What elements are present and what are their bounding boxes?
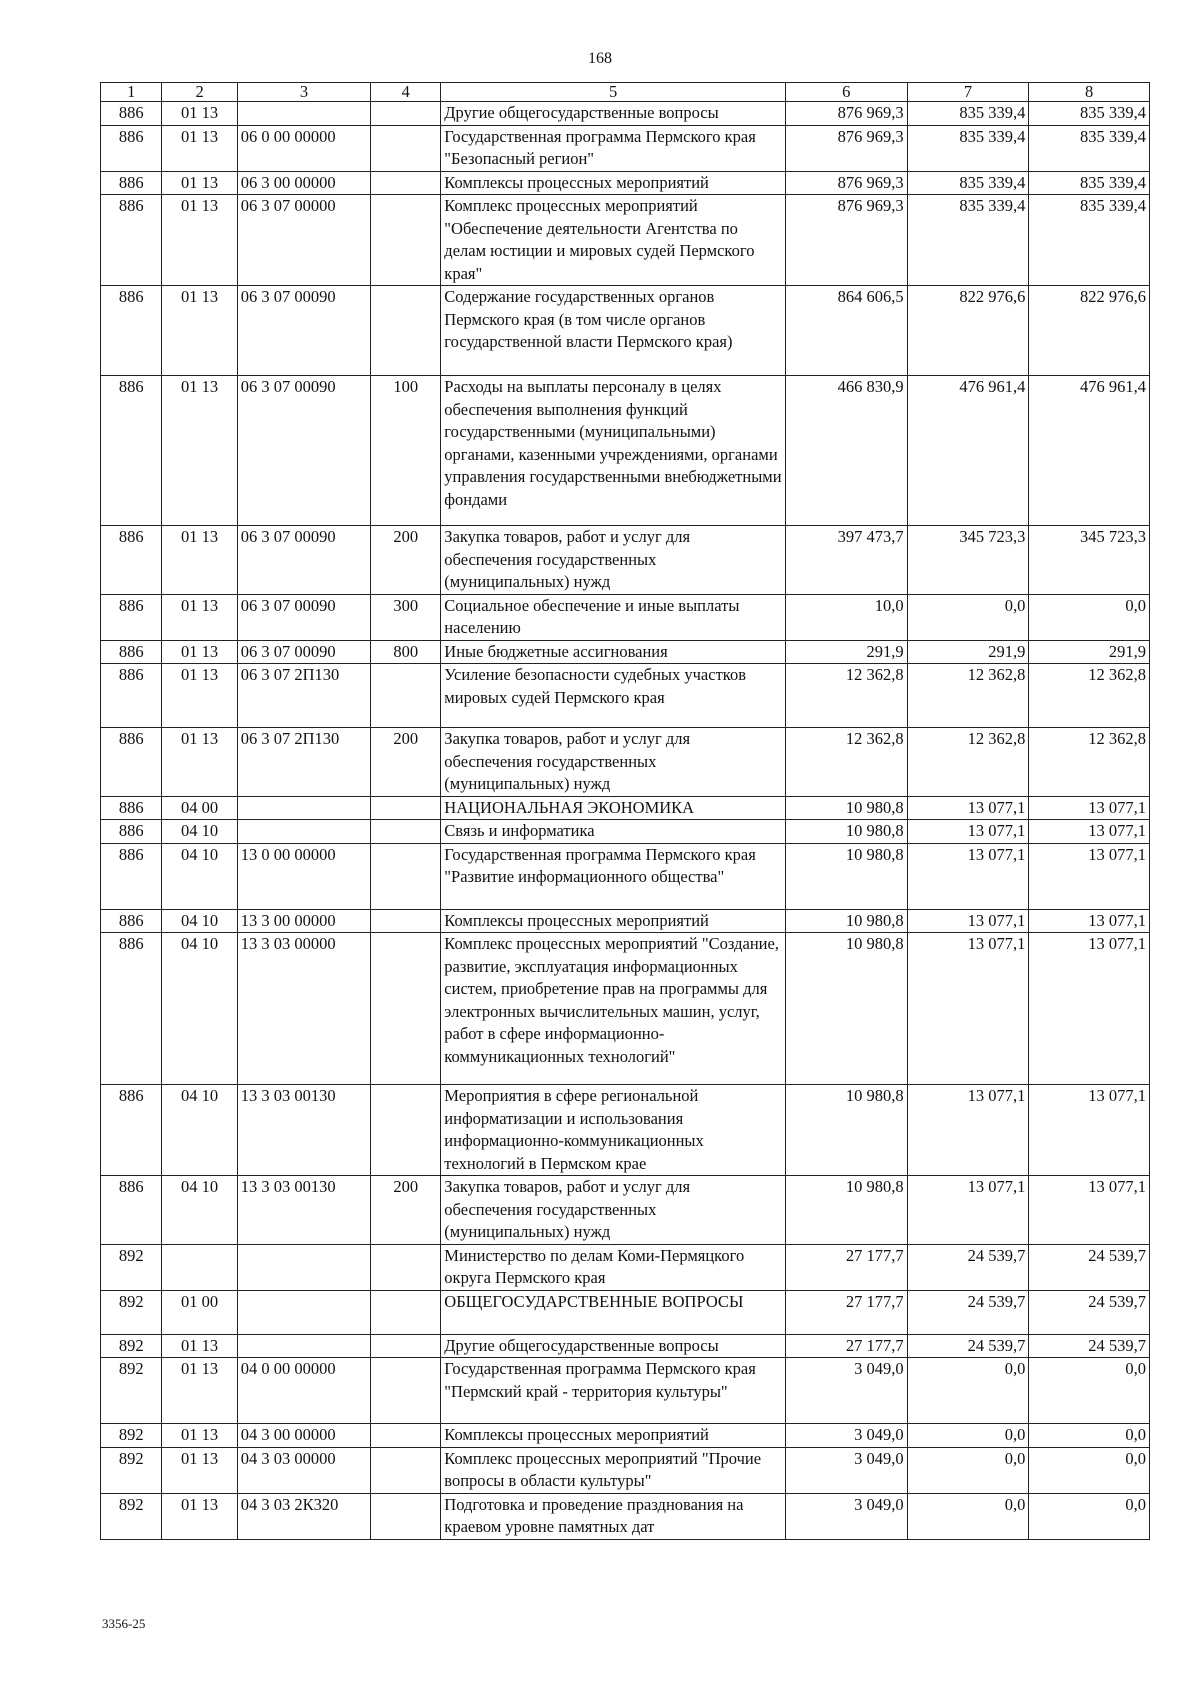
expense-type-cell: 800	[371, 640, 441, 664]
section-code-cell: 01 13	[162, 526, 237, 595]
table-row	[101, 1176, 1150, 1245]
section-code-cell: 01 13	[162, 640, 237, 664]
amount-col7-cell: 0,0	[907, 1424, 1029, 1448]
amount-col6-cell: 27 177,7	[785, 1334, 907, 1358]
target-article-cell: 13 3 00 00000	[237, 909, 371, 933]
table-row	[101, 125, 1150, 171]
section-code-cell: 01 13	[162, 1493, 237, 1539]
target-article-cell: 04 0 00 00000	[237, 1358, 371, 1424]
amount-col8-cell: 835 339,4	[1029, 125, 1150, 171]
description-cell: Другие общегосударственные вопросы	[441, 1334, 786, 1358]
amount-col8-cell: 0,0	[1029, 1424, 1150, 1448]
admin-code-cell: 886	[101, 820, 162, 844]
target-article-cell: 13 3 03 00000	[237, 933, 371, 1085]
expense-type-cell	[371, 796, 441, 820]
amount-col7-cell: 13 077,1	[907, 933, 1029, 1085]
amount-col7-cell: 822 976,6	[907, 286, 1029, 376]
amount-col8-cell: 0,0	[1029, 1447, 1150, 1493]
amount-col6-cell: 10 980,8	[785, 909, 907, 933]
amount-col8-cell: 822 976,6	[1029, 286, 1150, 376]
description-cell: Комплексы процессных мероприятий	[441, 909, 786, 933]
amount-col6-cell: 876 969,3	[785, 195, 907, 286]
section-code-cell: 04 00	[162, 796, 237, 820]
target-article-cell: 06 3 07 00090	[237, 640, 371, 664]
page-number: 168	[588, 50, 612, 67]
description-cell: Расходы на выплаты персоналу в целях обеспечения выполнения функций государственными (муниципальными) органами, казенными учреждениями, органами управления государственными внебюджетными фондами	[441, 376, 786, 526]
amount-col8-cell: 13 077,1	[1029, 1085, 1150, 1176]
target-article-cell: 06 3 07 2П130	[237, 728, 371, 797]
description-cell: Государственная программа Пермского края "Пермский край - территория культуры"	[441, 1358, 786, 1424]
table-row	[101, 796, 1150, 820]
target-article-cell: 04 3 00 00000	[237, 1424, 371, 1448]
table-row	[101, 1447, 1150, 1493]
amount-col7-cell: 835 339,4	[907, 171, 1029, 195]
table-row	[101, 526, 1150, 595]
table-row	[101, 1085, 1150, 1176]
amount-col6-cell: 27 177,7	[785, 1244, 907, 1290]
expense-type-cell	[371, 820, 441, 844]
amount-col8-cell: 835 339,4	[1029, 171, 1150, 195]
expense-type-cell	[371, 664, 441, 728]
description-cell: Социальное обеспечение и иные выплаты населению	[441, 594, 786, 640]
expense-type-cell: 300	[371, 594, 441, 640]
table-row	[101, 1358, 1150, 1424]
expense-type-cell	[371, 1358, 441, 1424]
section-code-cell: 04 10	[162, 843, 237, 909]
expense-type-cell	[371, 171, 441, 195]
admin-code-cell: 886	[101, 125, 162, 171]
description-cell: ОБЩЕГОСУДАРСТВЕННЫЕ ВОПРОСЫ	[441, 1290, 786, 1334]
description-cell: Министерство по делам Коми-Пермяцкого округа Пермского края	[441, 1244, 786, 1290]
section-code-cell: 01 13	[162, 376, 237, 526]
amount-col8-cell: 12 362,8	[1029, 664, 1150, 728]
table-row	[101, 1493, 1150, 1539]
amount-col8-cell: 835 339,4	[1029, 102, 1150, 126]
table-row	[101, 843, 1150, 909]
expense-type-cell	[371, 1334, 441, 1358]
description-cell: Закупка товаров, работ и услуг для обеспечения государственных (муниципальных) нужд	[441, 728, 786, 797]
column-header: 2	[162, 83, 237, 102]
target-article-cell: 06 3 07 00090	[237, 376, 371, 526]
amount-col8-cell: 13 077,1	[1029, 820, 1150, 844]
table-row	[101, 195, 1150, 286]
amount-col8-cell: 12 362,8	[1029, 728, 1150, 797]
amount-col7-cell: 835 339,4	[907, 102, 1029, 126]
description-cell: Содержание государственных органов Пермского края (в том числе органов государственной власти Пермского края)	[441, 286, 786, 376]
target-article-cell: 06 0 00 00000	[237, 125, 371, 171]
table-row	[101, 664, 1150, 728]
target-article-cell: 13 3 03 00130	[237, 1176, 371, 1245]
amount-col6-cell: 10 980,8	[785, 820, 907, 844]
amount-col6-cell: 3 049,0	[785, 1424, 907, 1448]
section-code-cell	[162, 1244, 237, 1290]
column-header: 6	[785, 83, 907, 102]
admin-code-cell: 892	[101, 1493, 162, 1539]
amount-col7-cell: 12 362,8	[907, 728, 1029, 797]
amount-col7-cell: 835 339,4	[907, 195, 1029, 286]
table-header-row	[101, 83, 1150, 102]
admin-code-cell: 886	[101, 171, 162, 195]
description-cell: Комплекс процессных мероприятий "Обеспечение деятельности Агентства по делам юстиции и мировых судей Пермского края"	[441, 195, 786, 286]
admin-code-cell: 886	[101, 376, 162, 526]
budget-table	[100, 82, 1150, 1540]
section-code-cell: 01 13	[162, 102, 237, 126]
description-cell: Усиление безопасности судебных участков мировых судей Пермского края	[441, 664, 786, 728]
admin-code-cell: 886	[101, 195, 162, 286]
column-header: 4	[371, 83, 441, 102]
table-row	[101, 933, 1150, 1085]
amount-col6-cell: 291,9	[785, 640, 907, 664]
amount-col6-cell: 10 980,8	[785, 1176, 907, 1245]
admin-code-cell: 892	[101, 1358, 162, 1424]
amount-col7-cell: 291,9	[907, 640, 1029, 664]
amount-col7-cell: 13 077,1	[907, 820, 1029, 844]
section-code-cell: 01 13	[162, 594, 237, 640]
expense-type-cell	[371, 286, 441, 376]
expense-type-cell	[371, 1244, 441, 1290]
description-cell: Закупка товаров, работ и услуг для обеспечения государственных (муниципальных) нужд	[441, 1176, 786, 1245]
admin-code-cell: 886	[101, 594, 162, 640]
description-cell: Мероприятия в сфере региональной информатизации и использования информационно-коммуникационных технологий в Пермском крае	[441, 1085, 786, 1176]
table-body	[101, 102, 1150, 1540]
target-article-cell	[237, 102, 371, 126]
section-code-cell: 04 10	[162, 1085, 237, 1176]
amount-col6-cell: 10 980,8	[785, 843, 907, 909]
amount-col6-cell: 10 980,8	[785, 1085, 907, 1176]
target-article-cell: 06 3 07 00090	[237, 526, 371, 595]
amount-col8-cell: 0,0	[1029, 1493, 1150, 1539]
amount-col7-cell: 0,0	[907, 1493, 1029, 1539]
amount-col7-cell: 13 077,1	[907, 796, 1029, 820]
section-code-cell: 01 13	[162, 171, 237, 195]
document-code: 3356-25	[102, 1616, 146, 1631]
expense-type-cell: 200	[371, 526, 441, 595]
admin-code-cell: 886	[101, 933, 162, 1085]
column-header: 5	[441, 83, 786, 102]
amount-col8-cell: 13 077,1	[1029, 843, 1150, 909]
section-code-cell: 01 13	[162, 1334, 237, 1358]
amount-col8-cell: 24 539,7	[1029, 1244, 1150, 1290]
amount-col7-cell: 13 077,1	[907, 909, 1029, 933]
amount-col7-cell: 0,0	[907, 594, 1029, 640]
section-code-cell: 01 13	[162, 286, 237, 376]
expense-type-cell	[371, 909, 441, 933]
table-row	[101, 286, 1150, 376]
amount-col7-cell: 13 077,1	[907, 1085, 1029, 1176]
expense-type-cell	[371, 125, 441, 171]
amount-col7-cell: 0,0	[907, 1358, 1029, 1424]
section-code-cell: 01 00	[162, 1290, 237, 1334]
admin-code-cell: 886	[101, 526, 162, 595]
table-row	[101, 728, 1150, 797]
table-row	[101, 171, 1150, 195]
target-article-cell	[237, 820, 371, 844]
target-article-cell: 04 3 03 00000	[237, 1447, 371, 1493]
section-code-cell: 01 13	[162, 1424, 237, 1448]
amount-col6-cell: 876 969,3	[785, 171, 907, 195]
amount-col6-cell: 3 049,0	[785, 1447, 907, 1493]
description-cell: Подготовка и проведение празднования на краевом уровне памятных дат	[441, 1493, 786, 1539]
target-article-cell: 13 3 03 00130	[237, 1085, 371, 1176]
table-row	[101, 102, 1150, 126]
amount-col8-cell: 291,9	[1029, 640, 1150, 664]
amount-col7-cell: 345 723,3	[907, 526, 1029, 595]
target-article-cell	[237, 1244, 371, 1290]
table-row	[101, 909, 1150, 933]
amount-col6-cell: 27 177,7	[785, 1290, 907, 1334]
target-article-cell: 13 0 00 00000	[237, 843, 371, 909]
admin-code-cell: 886	[101, 640, 162, 664]
table-row	[101, 1290, 1150, 1334]
table-row	[101, 1424, 1150, 1448]
amount-col6-cell: 12 362,8	[785, 664, 907, 728]
expense-type-cell	[371, 1447, 441, 1493]
amount-col8-cell: 13 077,1	[1029, 1176, 1150, 1245]
description-cell: Комплекс процессных мероприятий "Создание, развитие, эксплуатация информационных систем, приобретение прав на программы для электронных вычислительных машин, услуг, работ в сфере информационно-коммуникационных технологий"	[441, 933, 786, 1085]
amount-col7-cell: 0,0	[907, 1447, 1029, 1493]
section-code-cell: 01 13	[162, 195, 237, 286]
target-article-cell: 06 3 07 00090	[237, 286, 371, 376]
column-header: 7	[907, 83, 1029, 102]
column-header: 1	[101, 83, 162, 102]
description-cell: Иные бюджетные ассигнования	[441, 640, 786, 664]
section-code-cell: 01 13	[162, 125, 237, 171]
table-row	[101, 594, 1150, 640]
amount-col8-cell: 835 339,4	[1029, 195, 1150, 286]
admin-code-cell: 892	[101, 1290, 162, 1334]
admin-code-cell: 892	[101, 1447, 162, 1493]
admin-code-cell: 892	[101, 1424, 162, 1448]
amount-col7-cell: 24 539,7	[907, 1290, 1029, 1334]
amount-col6-cell: 864 606,5	[785, 286, 907, 376]
section-code-cell: 01 13	[162, 1447, 237, 1493]
amount-col8-cell: 476 961,4	[1029, 376, 1150, 526]
column-header: 8	[1029, 83, 1150, 102]
table-row	[101, 1334, 1150, 1358]
expense-type-cell: 200	[371, 1176, 441, 1245]
section-code-cell: 04 10	[162, 820, 237, 844]
admin-code-cell: 886	[101, 909, 162, 933]
amount-col8-cell: 13 077,1	[1029, 933, 1150, 1085]
target-article-cell	[237, 1334, 371, 1358]
amount-col7-cell: 24 539,7	[907, 1334, 1029, 1358]
table-row	[101, 1244, 1150, 1290]
section-code-cell: 01 13	[162, 728, 237, 797]
amount-col8-cell: 24 539,7	[1029, 1290, 1150, 1334]
expense-type-cell: 200	[371, 728, 441, 797]
expense-type-cell	[371, 1493, 441, 1539]
description-cell: Комплекс процессных мероприятий "Прочие вопросы в области культуры"	[441, 1447, 786, 1493]
amount-col6-cell: 12 362,8	[785, 728, 907, 797]
description-cell: Комплексы процессных мероприятий	[441, 1424, 786, 1448]
expense-type-cell: 100	[371, 376, 441, 526]
amount-col6-cell: 876 969,3	[785, 102, 907, 126]
target-article-cell: 06 3 07 00000	[237, 195, 371, 286]
section-code-cell: 01 13	[162, 664, 237, 728]
amount-col8-cell: 24 539,7	[1029, 1334, 1150, 1358]
description-cell: Другие общегосударственные вопросы	[441, 102, 786, 126]
amount-col8-cell: 13 077,1	[1029, 909, 1150, 933]
expense-type-cell	[371, 1085, 441, 1176]
target-article-cell	[237, 1290, 371, 1334]
table-row	[101, 376, 1150, 526]
admin-code-cell: 886	[101, 1176, 162, 1245]
amount-col6-cell: 3 049,0	[785, 1358, 907, 1424]
amount-col7-cell: 13 077,1	[907, 843, 1029, 909]
amount-col8-cell: 0,0	[1029, 594, 1150, 640]
amount-col8-cell: 0,0	[1029, 1358, 1150, 1424]
amount-col8-cell: 13 077,1	[1029, 796, 1150, 820]
amount-col6-cell: 10 980,8	[785, 933, 907, 1085]
amount-col7-cell: 24 539,7	[907, 1244, 1029, 1290]
admin-code-cell: 892	[101, 1334, 162, 1358]
description-cell: Комплексы процессных мероприятий	[441, 171, 786, 195]
target-article-cell: 06 3 07 00090	[237, 594, 371, 640]
admin-code-cell: 886	[101, 664, 162, 728]
description-cell: Связь и информатика	[441, 820, 786, 844]
admin-code-cell: 892	[101, 1244, 162, 1290]
expense-type-cell	[371, 1290, 441, 1334]
amount-col7-cell: 13 077,1	[907, 1176, 1029, 1245]
target-article-cell: 04 3 03 2К320	[237, 1493, 371, 1539]
section-code-cell: 04 10	[162, 933, 237, 1085]
admin-code-cell: 886	[101, 286, 162, 376]
amount-col6-cell: 397 473,7	[785, 526, 907, 595]
expense-type-cell	[371, 933, 441, 1085]
admin-code-cell: 886	[101, 728, 162, 797]
target-article-cell: 06 3 07 2П130	[237, 664, 371, 728]
admin-code-cell: 886	[101, 843, 162, 909]
amount-col7-cell: 476 961,4	[907, 376, 1029, 526]
section-code-cell: 04 10	[162, 1176, 237, 1245]
description-cell: Государственная программа Пермского края "Развитие информационного общества"	[441, 843, 786, 909]
amount-col6-cell: 10,0	[785, 594, 907, 640]
admin-code-cell: 886	[101, 102, 162, 126]
section-code-cell: 04 10	[162, 909, 237, 933]
amount-col7-cell: 12 362,8	[907, 664, 1029, 728]
expense-type-cell	[371, 843, 441, 909]
column-header: 3	[237, 83, 371, 102]
table-row	[101, 820, 1150, 844]
expense-type-cell	[371, 102, 441, 126]
description-cell: Закупка товаров, работ и услуг для обеспечения государственных (муниципальных) нужд	[441, 526, 786, 595]
admin-code-cell: 886	[101, 1085, 162, 1176]
amount-col6-cell: 10 980,8	[785, 796, 907, 820]
description-cell: НАЦИОНАЛЬНАЯ ЭКОНОМИКА	[441, 796, 786, 820]
description-cell: Государственная программа Пермского края "Безопасный регион"	[441, 125, 786, 171]
expense-type-cell	[371, 1424, 441, 1448]
expense-type-cell	[371, 195, 441, 286]
target-article-cell	[237, 796, 371, 820]
target-article-cell: 06 3 00 00000	[237, 171, 371, 195]
amount-col6-cell: 876 969,3	[785, 125, 907, 171]
amount-col7-cell: 835 339,4	[907, 125, 1029, 171]
section-code-cell: 01 13	[162, 1358, 237, 1424]
amount-col6-cell: 3 049,0	[785, 1493, 907, 1539]
amount-col6-cell: 466 830,9	[785, 376, 907, 526]
table-row	[101, 640, 1150, 664]
amount-col8-cell: 345 723,3	[1029, 526, 1150, 595]
admin-code-cell: 886	[101, 796, 162, 820]
